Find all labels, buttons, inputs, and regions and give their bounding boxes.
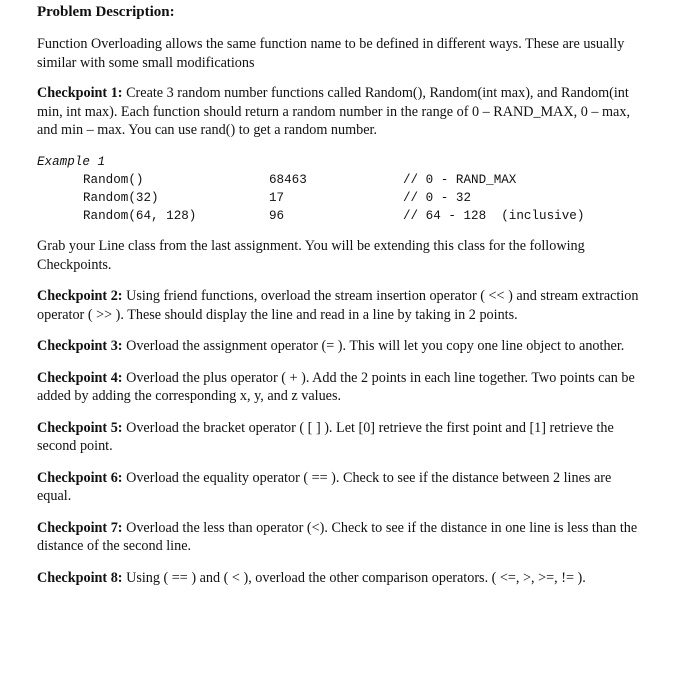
checkpoint-text: Overload the plus operator ( + ). Add the 2 points in each line together. Two points can be added by adding the corresponding x, y, and z values. xyxy=(37,369,635,405)
checkpoint-3 xyxy=(37,337,647,356)
checkpoint-text: Overload the less than operator (<). Check to see if the distance in one line is less than the distance of the second line. xyxy=(37,519,638,555)
example-call: Random(64, 128) xyxy=(83,209,197,224)
checkpoint-label: Checkpoint 7: xyxy=(37,519,123,536)
checkpoint-label: Checkpoint 6: xyxy=(37,469,123,486)
checkpoint-1-text: Create 3 random number functions called Random(), Random(int max), and Random(int min, int max). Each function should return a random number in the range of 0 – RAND_MAX, 0 – max, and min – max. You can use rand() to get a random number. xyxy=(37,85,630,138)
grab-paragraph: Grab your Line class from the last assignment. You will be extending this class for the following Checkpoints. xyxy=(37,238,585,273)
checkpoint-text: Using friend functions, overload the stream insertion operator ( << ) and stream extraction operator ( >> ). These should display the line and read in a line by taking in 2 points. xyxy=(37,288,639,323)
checkpoint-8 xyxy=(37,569,647,588)
checkpoint-2 xyxy=(37,287,647,324)
code-example xyxy=(37,153,647,226)
page-title: Problem Description: xyxy=(37,4,175,20)
checkpoint-label: Checkpoint 8: xyxy=(37,569,123,586)
checkpoint-1 xyxy=(37,84,647,140)
example-comment: // 64 - 128 (inclusive) xyxy=(403,209,585,224)
checkpoint-5 xyxy=(37,419,647,456)
checkpoint-label: Checkpoint 2: xyxy=(37,288,123,305)
example-title: Example 1 xyxy=(37,154,106,169)
intro-paragraph: Function Overloading allows the same function name to be defined in different ways. These are usually similar with some small modifications xyxy=(37,36,625,71)
checkpoint-7 xyxy=(37,519,647,556)
document xyxy=(37,3,647,600)
checkpoint-label: Checkpoint 5: xyxy=(37,419,123,436)
example-row xyxy=(37,207,647,225)
example-value: 96 xyxy=(269,209,285,224)
example-value: 17 xyxy=(269,190,285,205)
checkpoint-4 xyxy=(37,369,647,406)
checkpoint-text: Overload the assignment operator (= ). This will let you copy one line object to another. xyxy=(126,338,625,355)
example-comment: // 0 - 32 xyxy=(403,190,472,205)
checkpoint-text: Using ( == ) and ( < ), overload the other comparison operators. ( <=, >, >=, != ). xyxy=(126,569,586,586)
checkpoint-text: Overload the equality operator ( == ). Check to see if the distance between 2 lines are equal. xyxy=(37,469,612,505)
example-value: 68463 xyxy=(269,172,307,187)
example-call: Random(32) xyxy=(83,190,159,205)
checkpoint-label: Checkpoint 3: xyxy=(37,338,123,355)
checkpoint-text: Overload the bracket operator ( [ ] ). Let [0] retrieve the first point and [1] retrieve the second point. xyxy=(37,419,614,455)
checkpoint-label: Checkpoint 4: xyxy=(37,369,123,386)
example-row xyxy=(37,171,647,189)
checkpoint-1-label: Checkpoint 1: xyxy=(37,85,123,101)
example-call: Random() xyxy=(83,172,144,187)
example-row xyxy=(37,189,647,207)
example-comment: // 0 - RAND_MAX xyxy=(403,172,517,187)
checkpoint-6 xyxy=(37,469,647,506)
